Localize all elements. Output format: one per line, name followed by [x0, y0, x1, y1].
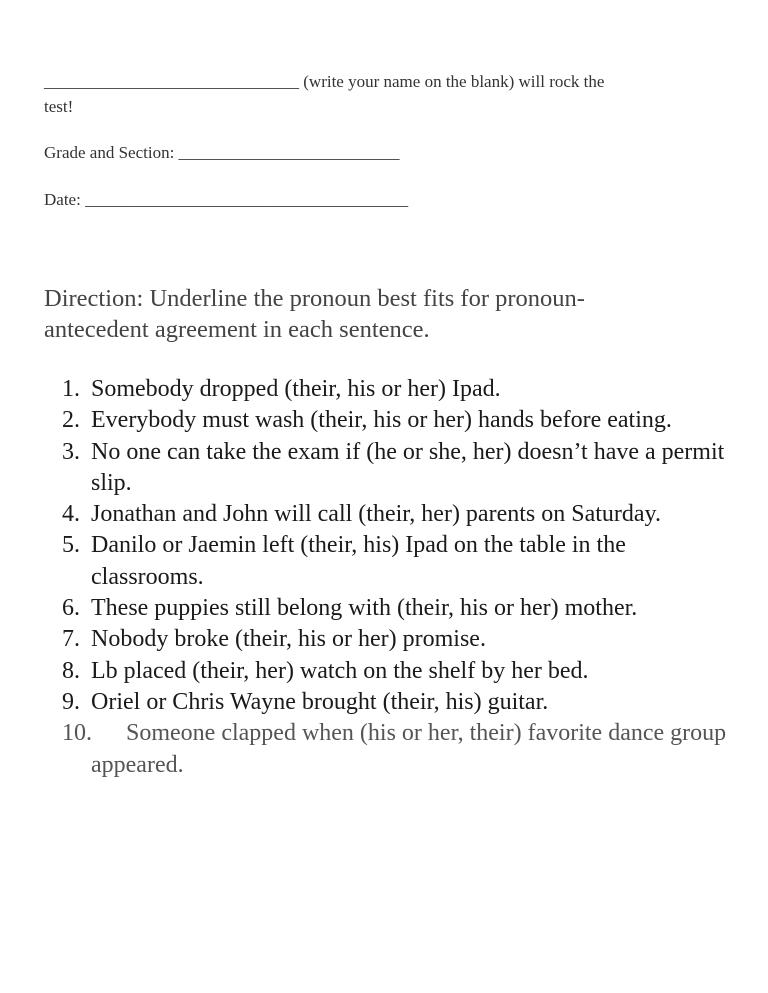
- list-item: [62, 624, 742, 655]
- item-text: Somebody dropped (their, his or her) Ipad.: [91, 376, 501, 402]
- list-item: [62, 499, 742, 530]
- item-number: 10.: [62, 720, 92, 747]
- grade-section-line: Grade and Section: __________________________: [44, 143, 400, 162]
- name-blank-line-continued: test!: [44, 97, 74, 116]
- item-text: No one can take the exam if (he or she, her) doesn’t have a permit slip.: [91, 438, 725, 496]
- list-item: [62, 687, 742, 718]
- direction-line-2: antecedent agreement in each sentence.: [44, 316, 430, 343]
- list-item: [62, 530, 742, 593]
- item-text: Oriel or Chris Wayne brought (their, his) guitar.: [91, 688, 549, 715]
- item-text: Jonathan and John will call (their, her) parents on Saturday.: [91, 501, 661, 528]
- item-number: 9.: [62, 688, 80, 715]
- item-number: 4.: [62, 501, 80, 528]
- list-item: [62, 656, 742, 687]
- list-item: [62, 374, 742, 405]
- item-text: Nobody broke (their, his or her) promise.: [91, 626, 486, 653]
- item-number: 8.: [62, 657, 80, 684]
- item-text: Lb placed (their, her) watch on the shelf by her bed.: [91, 657, 589, 684]
- list-item: [62, 437, 742, 500]
- item-number: 7.: [62, 626, 80, 653]
- item-text: Someone clapped when (his or her, their) favorite dance group appeared.: [91, 720, 727, 778]
- list-item: [62, 593, 742, 624]
- item-number: 3.: [62, 438, 80, 465]
- item-number: 1.: [62, 376, 80, 402]
- direction-line-1: Direction: Underline the pronoun best fits for pronoun-: [44, 285, 585, 312]
- item-number: 2.: [62, 407, 80, 434]
- direction-text: [44, 283, 744, 345]
- item-number: 6.: [62, 595, 80, 622]
- date-line: Date: ______________________________________: [44, 190, 409, 209]
- item-number: 5.: [62, 532, 80, 559]
- item-text: Everybody must wash (their, his or her) hands before eating.: [91, 407, 672, 434]
- sentence-list: [62, 374, 742, 781]
- item-text: These puppies still belong with (their, his or her) mother.: [91, 595, 638, 622]
- list-item: [62, 405, 742, 436]
- name-blank-line: ______________________________ (write your name on the blank) will rock the: [44, 72, 605, 91]
- list-item: [62, 718, 742, 781]
- item-text: Danilo or Jaemin left (their, his) Ipad on the table in the classrooms.: [91, 532, 626, 590]
